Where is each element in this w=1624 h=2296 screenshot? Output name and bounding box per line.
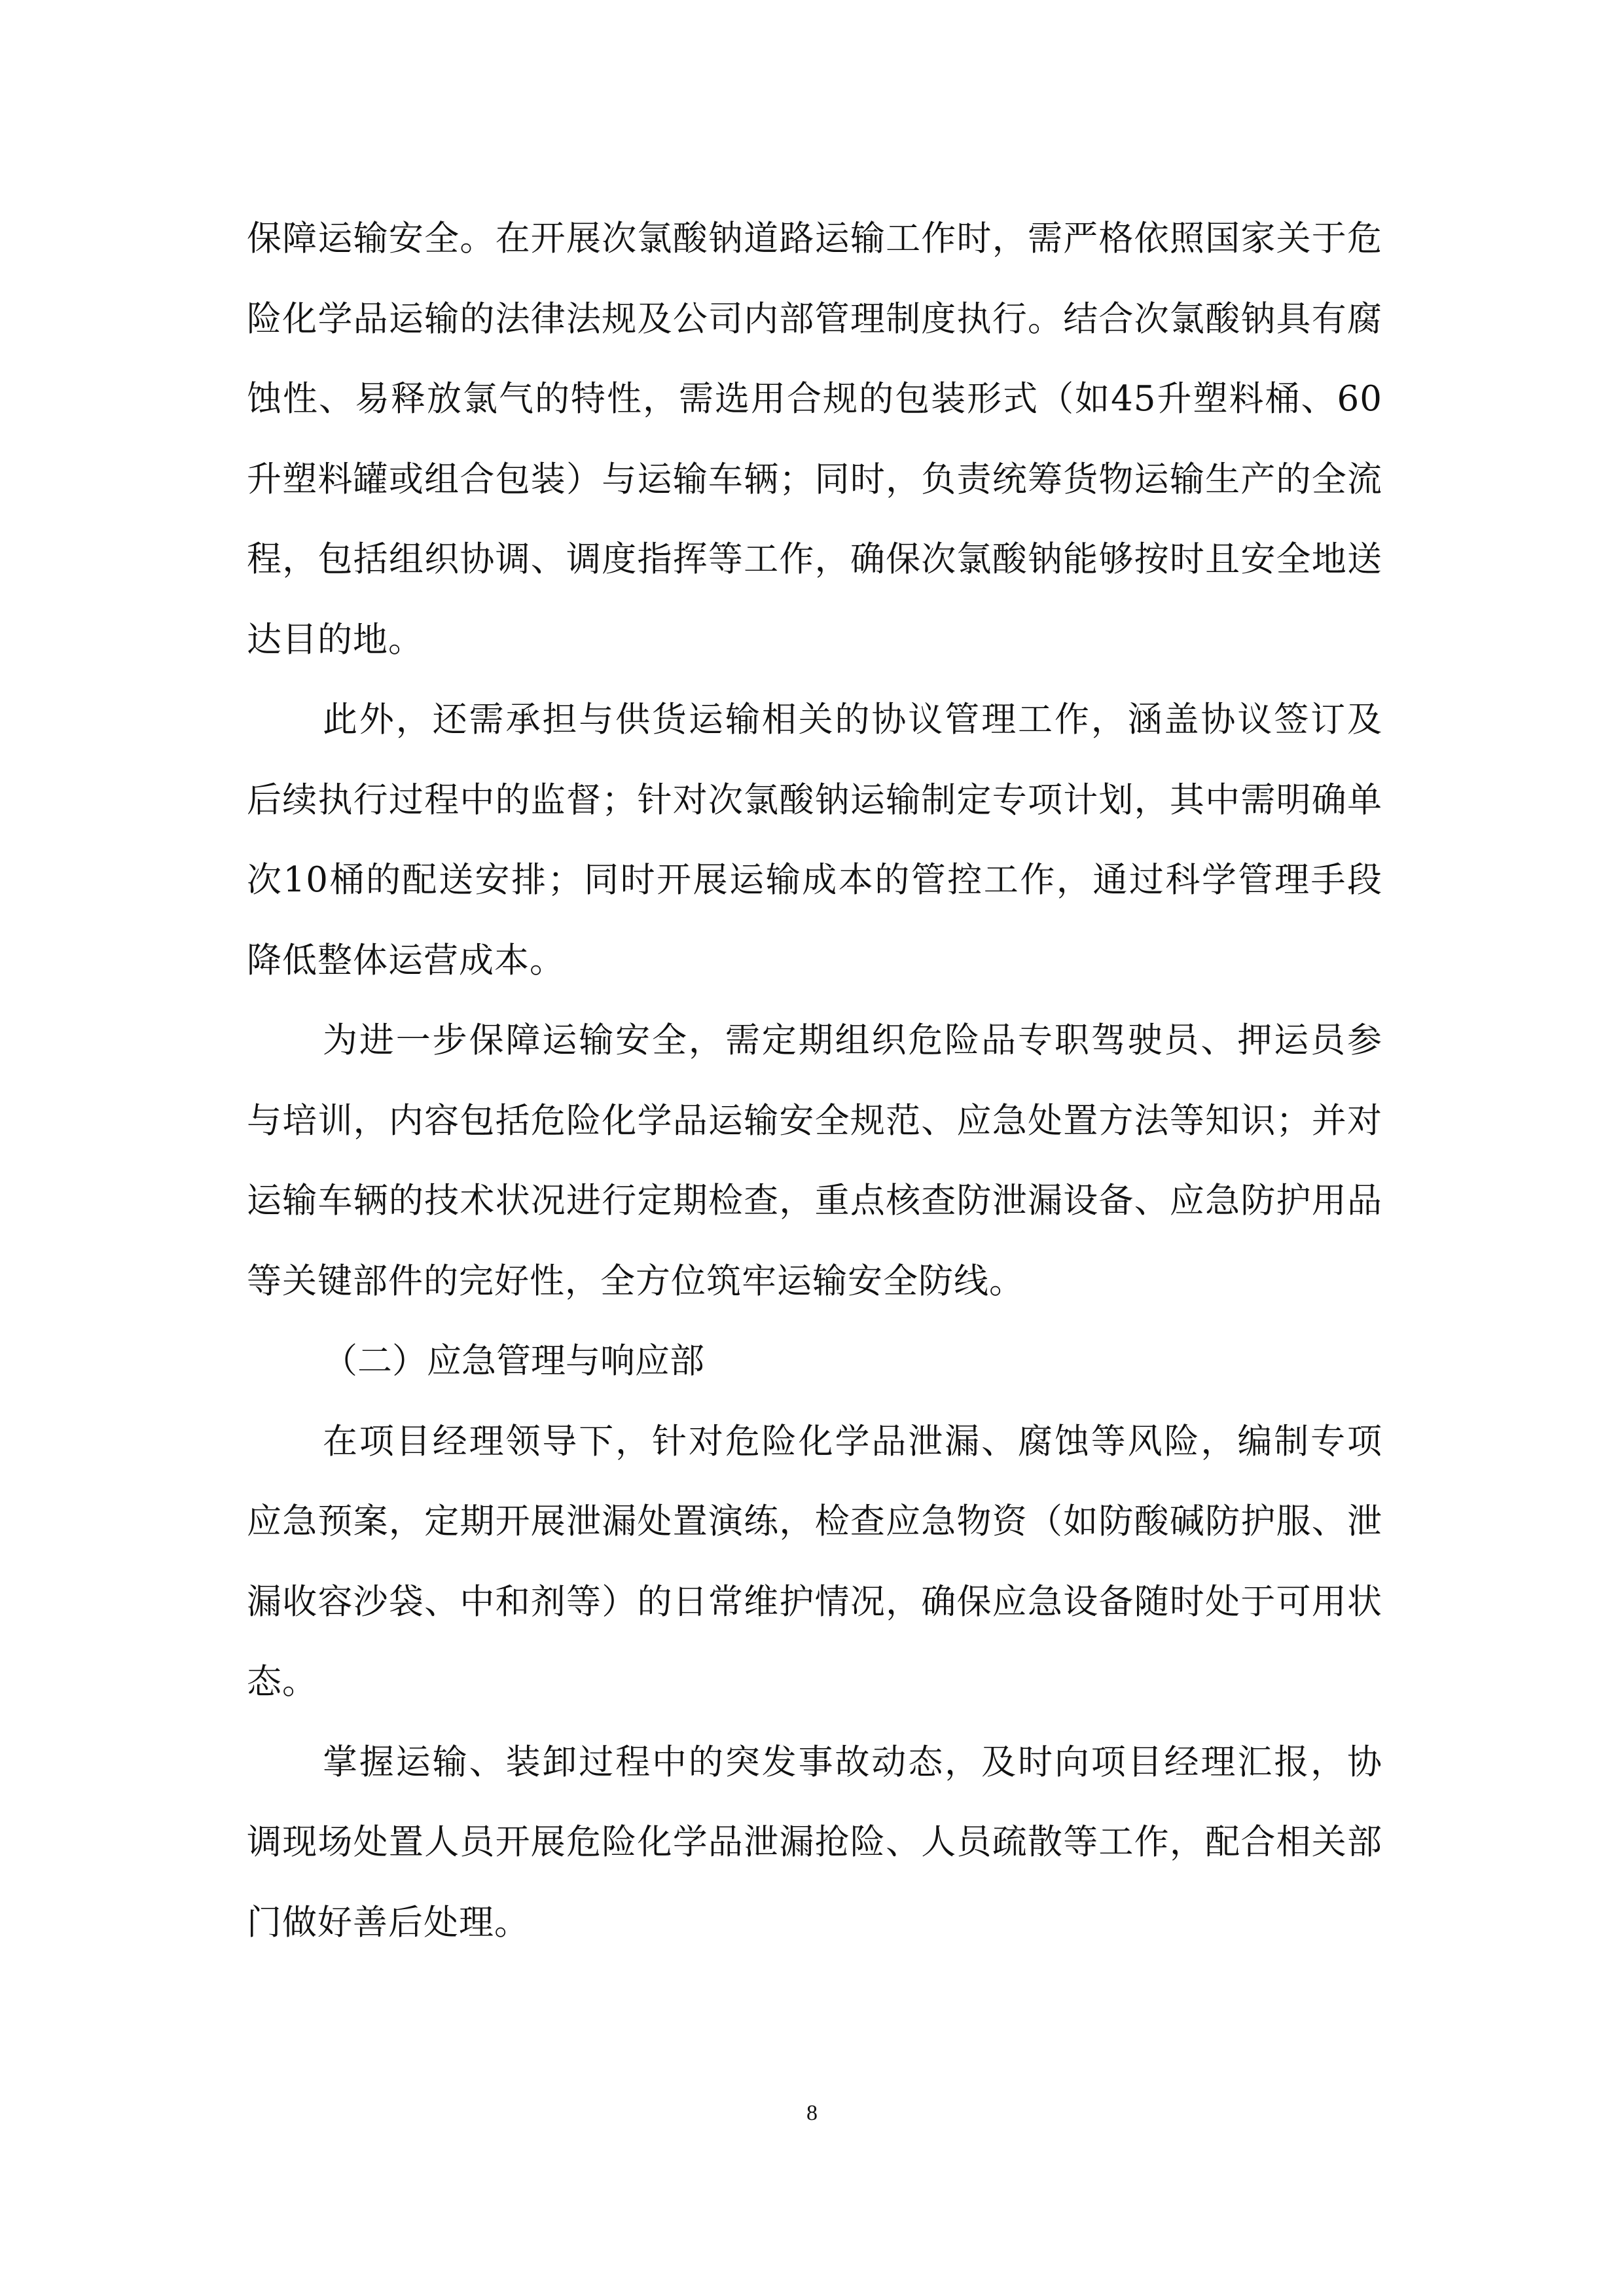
- section-heading-emergency: （二）应急管理与响应部: [323, 1341, 704, 1381]
- paragraph-incident-response: 掌握运输、装卸过程中的突发事故动态，及时向项目经理汇报，协调现场处置人员开展危险化学品泄漏抢险、人员疏散等工作，配合相关部门做好善后处理。: [247, 1742, 1382, 1943]
- paragraph-training-inspection: 为进一步保障运输安全，需定期组织危险品专职驾驶员、押运员参与培训，内容包括危险化学品运输安全规范、应急处置方法等知识；并对运输车辆的技术状况进行定期检查，重点核查防泄漏设备、应急防护用品等关键部件的完好性，全方位筑牢运输安全防线。: [247, 1020, 1382, 1301]
- paragraph-agreement-management: 此外，还需承担与供货运输相关的协议管理工作，涵盖协议签订及后续执行过程中的监督；针对次氯酸钠运输制定专项计划，其中需明确单次10桶的配送安排；同时开展运输成本的管控工作，通过科学管理手段降低整体运营成本。: [247, 700, 1382, 980]
- page-number: 8: [806, 2101, 818, 2125]
- document-body: [247, 199, 1382, 1963]
- paragraph-transport-safety: 保障运输安全。在开展次氯酸钠道路运输工作时，需严格依照国家关于危险化学品运输的法律法规及公司内部管理制度执行。结合次氯酸钠具有腐蚀性、易释放氯气的特性，需选用合规的包装形式（如45升塑料桶、60升塑料罐或组合包装）与运输车辆；同时，负责统筹货物运输生产的全流程，包括组织协调、调度指挥等工作，确保次氯酸钠能够按时且安全地送达目的地。: [247, 219, 1382, 660]
- paragraph-emergency-plan: 在项目经理领导下，针对危险化学品泄漏、腐蚀等风险，编制专项应急预案，定期开展泄漏处置演练，检查应急物资（如防酸碱防护服、泄漏收容沙袋、中和剂等）的日常维护情况，确保应急设备随时处于可用状态。: [247, 1421, 1382, 1702]
